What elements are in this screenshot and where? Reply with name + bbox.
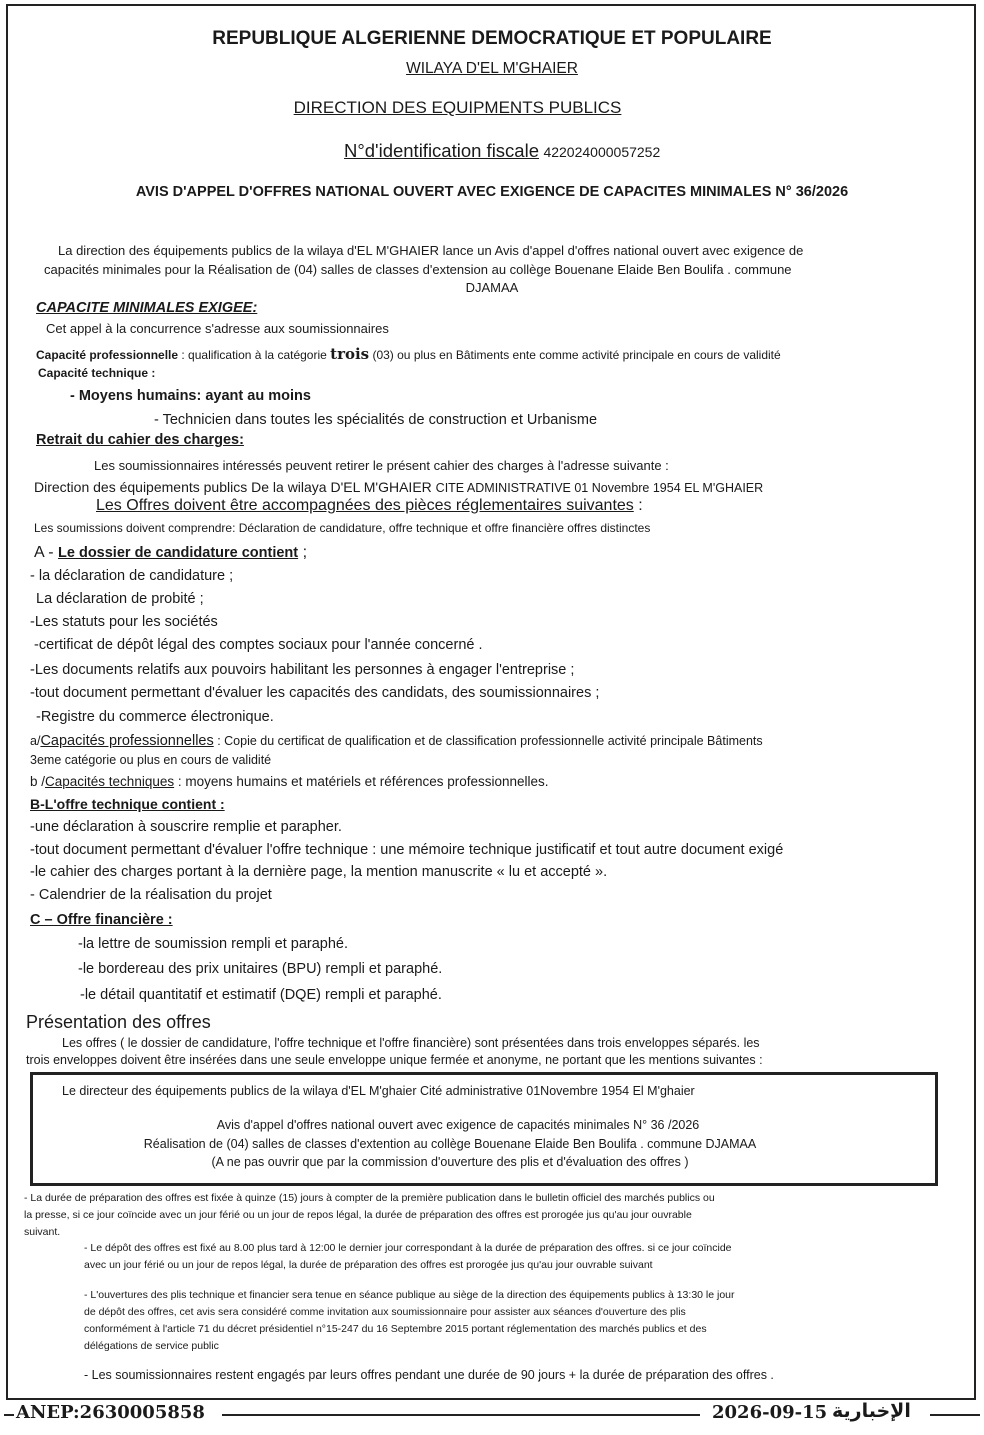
- offre-tech-item: -tout document permettant d'évaluer l'offre technique : une mémoire technique justificatif et tout autre document exigé: [30, 842, 784, 858]
- journal-name: الإخبارية: [832, 1401, 911, 1422]
- offre-fin-item: -le bordereau des prix unitaires (BPU) rempli et paraphé.: [78, 961, 443, 977]
- cap-tech-label: Capacités techniques: [45, 774, 175, 789]
- offre-tech-item: -le cahier des charges portant à la dernière page, la mention manuscrite « lu et accepté ».: [30, 864, 608, 880]
- dossier-heading: Le dossier de candidature contient: [58, 545, 299, 561]
- cap-pro-label: Capacités professionnelles: [40, 733, 214, 749]
- note-ouverture-4: délégations de service public: [84, 1340, 219, 1352]
- note-ouverture-2: de dépôt des offres, cet avis sera considéré comme invitation aux soumissionnaire pour assister aux séances d'ouverture des plis: [84, 1306, 686, 1318]
- dossier-item: La déclaration de probité ;: [36, 591, 204, 607]
- direction-title: DIRECTION DES EQUIPMENTS PUBLICS: [293, 98, 622, 117]
- footer-rule-right: [930, 1414, 980, 1416]
- capacite-pro-text-b: (03) ou plus en Bâtiments ente comme activité principale en cours de validité: [369, 348, 781, 362]
- presentation-line-2: trois enveloppes doivent être insérées dans une seule enveloppe unique fermée et anonyme, ne portant que les mentions suivantes :: [26, 1053, 763, 1067]
- page-border: [6, 4, 976, 1400]
- offre-fin-heading: C – Offre financière :: [30, 912, 173, 928]
- technicien-line: - Technicien dans toutes les spécialités de construction et Urbanisme: [154, 412, 598, 428]
- capacite-pro-text-a: : qualification à la catégorie: [178, 348, 331, 362]
- capacite-heading: CAPACITE MINIMALES EXIGEE:: [36, 300, 258, 316]
- note-depot-2: avec un jour férié ou un jour de repos légal, la durée de préparation des offres est prorogée jus qu'au jour ouvrable suivant: [84, 1259, 653, 1271]
- anep-code: ANEP:2630005858: [16, 1402, 205, 1423]
- capacite-pro-trois: trois: [330, 345, 370, 363]
- dossier-item: -Les documents relatifs aux pouvoirs habilitant les personnes à engager l'entreprise ;: [30, 662, 575, 678]
- nif-line: [344, 140, 660, 162]
- note-duree-2: la presse, si ce jour coïncide avec un jour férié ou un jour de repos légal, la durée de préparation des offres est prorogée jus qu'au jour ouvrable: [24, 1209, 692, 1221]
- dossier-item: -certificat de dépôt légal des comptes sociaux pour l'année concerné .: [34, 637, 483, 653]
- note-ouverture-3: conformément à l'article 71 du décret présidentiel n°15-247 du 16 Septembre 2015 portant réglementation des marchés publics et des: [84, 1323, 707, 1335]
- footer-rule-middle: [222, 1414, 700, 1416]
- republic-title: REPUBLIQUE ALGERIENNE DEMOCRATIQUE ET POPULAIRE: [212, 28, 772, 49]
- nif-value: 422024000057252: [543, 144, 661, 160]
- cap-pro-line-2: 3eme catégorie ou plus en cours de validité: [30, 753, 272, 767]
- moyens-humains: - Moyens humains: ayant au moins: [70, 388, 311, 404]
- presentation-line-1: Les offres ( le dossier de candidature, l'offre technique et l'offre financière) sont présentées dans trois enveloppes séparés. les: [62, 1036, 760, 1050]
- footer-date: 2026-09-15: [712, 1402, 828, 1423]
- offre-fin-item: -le détail quantitatif et estimatif (DQE) rempli et paraphé.: [80, 987, 442, 1003]
- note-ouverture-1: - L'ouvertures des plis technique et financier sera tenue en séance publique au siège de la direction des équipements publics à 13:30 le jour: [84, 1289, 735, 1301]
- note-duree-3: suivant.: [24, 1226, 61, 1238]
- retrait-heading: Retrait du cahier des charges:: [36, 432, 244, 448]
- avis-title: AVIS D'APPEL D'OFFRES NATIONAL OUVERT AVEC EXIGENCE DE CAPACITES MINIMALES N° 36/2026: [135, 184, 849, 200]
- presentation-heading: Présentation des offres: [26, 1012, 211, 1032]
- capacite-pro-label: Capacité professionnelle: [36, 348, 179, 362]
- offres-heading: Les Offres doivent être accompagnées des pièces réglementaires suivantes: [96, 497, 634, 514]
- intro-line-3: DJAMAA: [465, 280, 519, 295]
- nif-label: N°d'identification fiscale: [344, 140, 539, 161]
- retrait-line-2: [34, 479, 763, 497]
- dossier-item: - la déclaration de candidature ;: [30, 568, 234, 584]
- retrait-line-2b: CITE ADMINISTRATIVE 01 Novembre 1954 EL M'GHAIER: [435, 481, 764, 495]
- box-line-4: (A ne pas ouvrir que par la commission d'ouverture des plis et d'évaluation des offres ): [211, 1155, 689, 1169]
- dossier-item: -Les statuts pour les sociétés: [30, 614, 218, 630]
- offre-tech-item: - Calendrier de la réalisation du projet: [30, 887, 272, 903]
- offre-tech-item: -une déclaration à souscrire remplie et parapher.: [30, 819, 342, 835]
- capacite-line-1: Cet appel à la concurrence s'adresse aux soumissionnaires: [46, 321, 389, 336]
- intro-line-2: capacités minimales pour la Réalisation de (04) salles de classes d'extension au collège Bouenane Elaide Ben Boulifa . commune: [44, 262, 792, 277]
- dossier-item: -Registre du commerce électronique.: [36, 709, 274, 725]
- cap-pro-line: a/Capacités professionnelles : Copie du certificat de qualification et de classification professionnelle activité principale Bâtiments: [30, 733, 763, 749]
- soumissions-line: Les soumissions doivent comprendre: Déclaration de candidature, offre technique et offre financière offres distinctes: [34, 521, 651, 535]
- retrait-line-1: Les soumissionnaires intéressés peuvent retirer le présent cahier des charges à l'adresse suivante :: [94, 458, 669, 473]
- cap-tech-line: b /Capacités techniques : moyens humains et matériels et références professionnelles.: [30, 774, 549, 789]
- note-duree-1: - La durée de préparation des offres est fixée à quinze (15) jours à compter de la première publication dans le bulletin officiel des marchés publics ou: [24, 1192, 715, 1204]
- intro-line-1: La direction des équipements publics de la wilaya d'EL M'GHAIER lance un Avis d'appel d'offres national ouvert avec exigence de: [58, 243, 804, 258]
- offre-tech-heading: B-L'offre technique contient :: [30, 796, 225, 812]
- dossier-item: -tout document permettant d'évaluer les capacités des candidats, des soumissionnaires ;: [30, 685, 600, 701]
- retrait-line-2a: Direction des équipements publics De la wilaya D'EL M'GHAIER: [34, 479, 436, 495]
- offres-heading-line: Les Offres doivent être accompagnées des pièces réglementaires suivantes :: [96, 497, 643, 514]
- capacite-tech-label: Capacité technique :: [38, 366, 156, 380]
- box-line-3: Réalisation de (04) salles de classes d'extention au collège Bouenane Elaide Ben Boulifa . commune DJAMAA: [143, 1137, 757, 1151]
- note-depot-1: - Le dépôt des offres est fixé au 8.00 plus tard à 12:00 le dernier jour correspondant à la durée de préparation des offres. si ce jour coïncide: [84, 1242, 732, 1254]
- dossier-heading-line: A - Le dossier de candidature contient ;: [34, 544, 308, 561]
- capacite-pro-line: [36, 345, 781, 363]
- wilaya-title: WILAYA D'EL M'GHAIER: [406, 60, 578, 77]
- note-engages: - Les soumissionnaires restent engagés par leurs offres pendant une durée de 90 jours + la durée de préparation des offres .: [84, 1368, 774, 1382]
- box-line-2: Avis d'appel d'offres national ouvert avec exigence de capacités minimales N° 36 /2026: [216, 1118, 700, 1132]
- box-line-1: Le directeur des équipements publics de la wilaya d'EL M'ghaier Cité administrative 01Novembre 1954 El M'ghaier: [62, 1084, 695, 1098]
- offre-fin-item: -la lettre de soumission rempli et paraphé.: [78, 936, 348, 952]
- footer-rule-left: [4, 1414, 14, 1416]
